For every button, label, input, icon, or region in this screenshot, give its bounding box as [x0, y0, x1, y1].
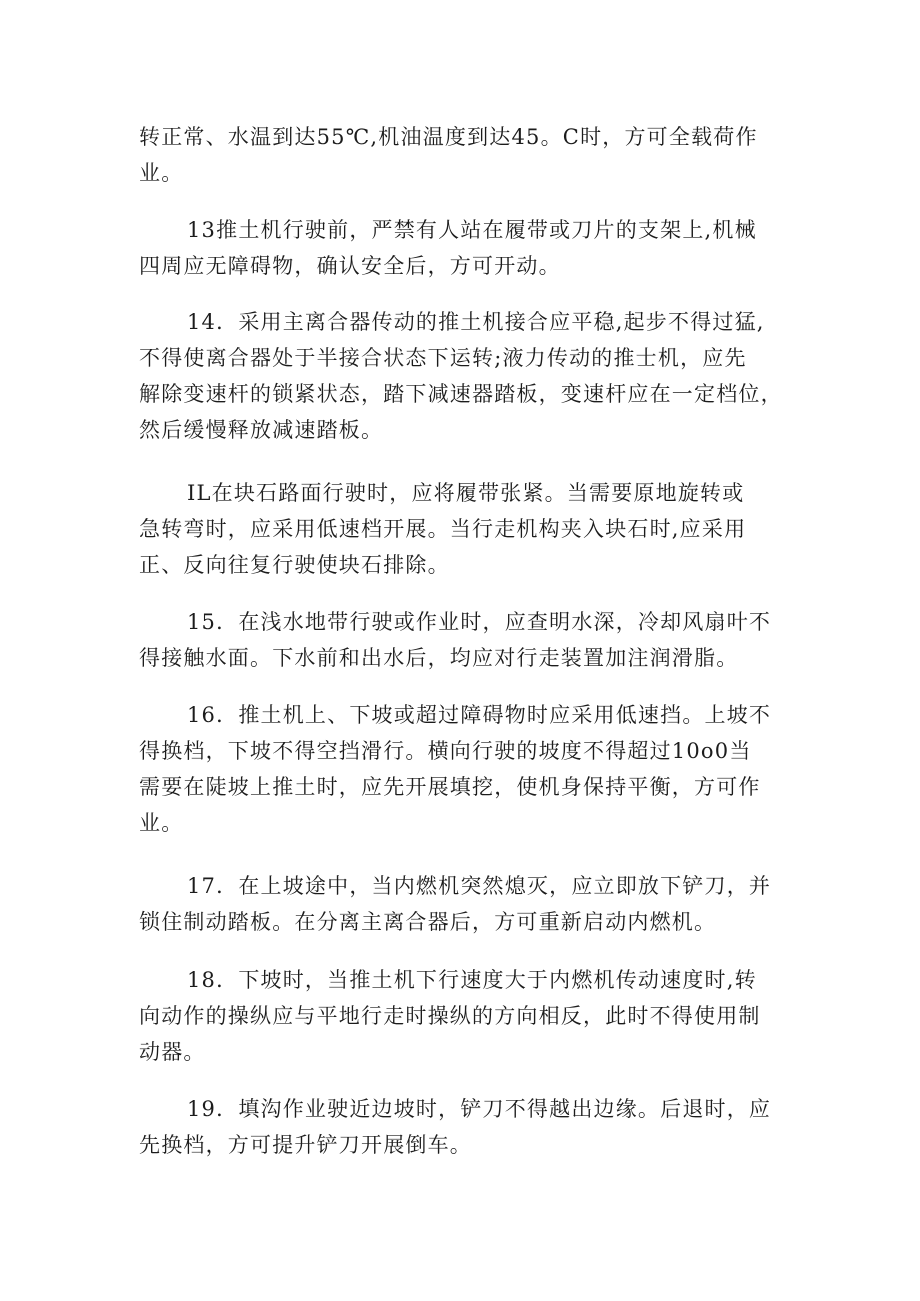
text-line: 向动作的操纵应与平地行走时操纵的方向相反，此时不得使用制 [139, 1004, 761, 1028]
paragraph-13 [139, 212, 789, 284]
text-line: 急转弯时，应采用低速档开展。当行走机构夹入块石时,应采用 [139, 517, 747, 541]
text-line: 先换档，方可提升铲刀开展倒车。 [139, 1133, 472, 1157]
paragraph-19 [139, 1091, 789, 1163]
text-line: 需要在陡坡上推土时，应先开展填挖，使机身保持平衡，方可作 [139, 775, 761, 799]
text-line: 锁住制动踏板。在分离主离合器后，方可重新启动内燃机。 [139, 910, 717, 934]
paragraph-17 [139, 868, 789, 940]
paragraph-16 [139, 697, 789, 841]
text-line: 得换档，下坡不得空挡滑行。横向行驶的坡度不得超过10o0当 [139, 739, 752, 763]
paragraph-15 [139, 604, 789, 676]
text-line: 然后缓慢释放减速踏板。 [139, 418, 384, 442]
text-line: 13推土机行驶前，严禁有人站在履带或刀片的支架上,机械 [187, 218, 757, 242]
text-line: 解除变速杆的锁紧状态，踏下减速器踏板，变速杆应在一定档位， [139, 382, 783, 406]
text-line: 转正常、水温到达55℃,机油温度到达45。C时，方可全载荷作 [139, 125, 758, 149]
paragraph-18 [139, 962, 789, 1070]
text-line: 17．在上坡途中，当内燃机突然熄灭，应立即放下铲刀，并 [187, 874, 772, 898]
paragraph-continued [139, 119, 789, 191]
text-line: 动器。 [139, 1040, 206, 1064]
paragraph-IL [139, 475, 789, 583]
text-line: 19．填沟作业驶近边坡时，铲刀不得越出边缘。后退时，应 [187, 1097, 772, 1121]
text-line: 业。 [139, 811, 184, 835]
text-line: 正、反向往复行驶使块石排除。 [139, 553, 450, 577]
text-line: 14．采用主离合器传动的推土机接合应平稳,起步不得过猛, [187, 310, 765, 334]
text-line: 16．推土机上、下坡或超过障碍物时应采用低速挡。上坡不 [187, 703, 772, 727]
text-line: 18．下坡时，当推土机下行速度大于内燃机传动速度时,转 [187, 968, 757, 992]
paragraph-14 [139, 304, 789, 448]
text-line: 业。 [139, 161, 184, 185]
text-line: 不得使离合器处于半接合状态下运转;液力传动的推士机，应先 [139, 346, 747, 370]
text-line: 四周应无障碍物，确认安全后，方可开动。 [139, 254, 561, 278]
text-line: 15．在浅水地带行驶或作业时，应查明水深，冷却风扇叶不 [187, 610, 772, 634]
text-line: 得接触水面。下水前和出水后，均应对行走装置加注润滑脂。 [139, 646, 739, 670]
text-line: IL在块石路面行驶时，应将履带张紧。当需要原地旋转或 [187, 481, 745, 505]
